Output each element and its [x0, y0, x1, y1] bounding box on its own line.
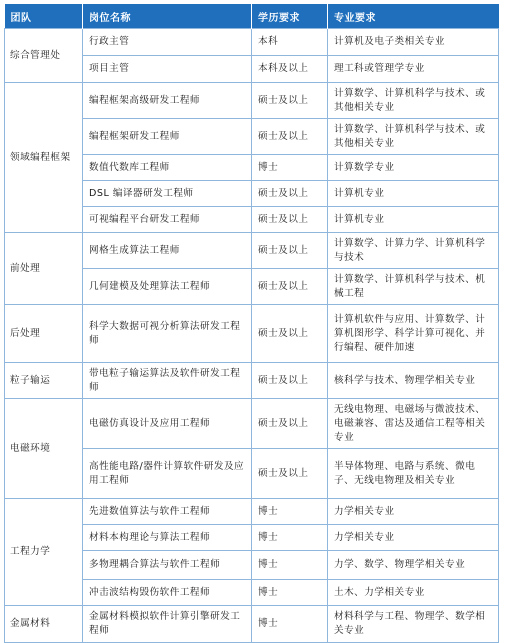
major-cell: 理工科或管理学专业	[328, 56, 499, 83]
degree-cell: 硕士及以上	[252, 305, 328, 363]
header-position: 岗位名称	[83, 4, 252, 29]
degree-cell: 博士	[252, 155, 328, 181]
position-cell: 电磁仿真设计及应用工程师	[83, 399, 252, 449]
header-team: 团队	[5, 4, 83, 29]
position-cell: 网格生成算法工程师	[83, 233, 252, 269]
major-cell: 计算数学、计算机科学与技术、或其他相关专业	[328, 119, 499, 155]
position-cell: 金属材料模拟软件计算引擎研发工程师	[83, 606, 252, 643]
degree-cell: 博士	[252, 580, 328, 606]
position-cell: 先进数值算法与软件工程师	[83, 499, 252, 525]
degree-cell: 硕士及以上	[252, 269, 328, 305]
degree-cell: 本科及以上	[252, 56, 328, 83]
degree-cell: 博士	[252, 606, 328, 643]
table-row	[5, 83, 499, 119]
major-cell: 力学相关专业	[328, 525, 499, 551]
degree-cell: 硕士及以上	[252, 207, 328, 233]
degree-cell: 博士	[252, 551, 328, 580]
degree-cell: 硕士及以上	[252, 233, 328, 269]
team-cell: 前处理	[5, 233, 83, 305]
degree-cell: 本科	[252, 29, 328, 56]
major-cell: 土木、力学相关专业	[328, 580, 499, 606]
degree-cell: 硕士及以上	[252, 363, 328, 399]
team-cell: 工程力学	[5, 499, 83, 606]
team-cell: 综合管理处	[5, 29, 83, 83]
major-cell: 计算机专业	[328, 181, 499, 207]
table-row	[5, 363, 499, 399]
table-row	[5, 305, 499, 363]
table-row	[5, 499, 499, 525]
table-row	[5, 606, 499, 643]
degree-cell: 博士	[252, 499, 328, 525]
major-cell: 力学相关专业	[328, 499, 499, 525]
recruitment-table	[4, 4, 499, 643]
major-cell: 计算机软件与应用、计算数学、计算机图形学、科学计算可视化、并行编程、硬件加速	[328, 305, 499, 363]
major-cell: 计算数学、计算力学、计算机科学与技术	[328, 233, 499, 269]
table-body	[5, 29, 499, 643]
position-cell: 材料本构理论与算法工程师	[83, 525, 252, 551]
position-cell: 编程框架高级研发工程师	[83, 83, 252, 119]
position-cell: 多物理耦合算法与软件工程师	[83, 551, 252, 580]
header-degree: 学历要求	[252, 4, 328, 29]
major-cell: 半导体物理、电路与系统、微电子、无线电物理及相关专业	[328, 449, 499, 499]
table-row	[5, 29, 499, 56]
position-cell: 带电粒子输运算法及软件研发工程师	[83, 363, 252, 399]
team-cell: 金属材料	[5, 606, 83, 643]
team-cell: 领域编程框架	[5, 83, 83, 233]
position-cell: DSL 编译器研发工程师	[83, 181, 252, 207]
position-cell: 科学大数据可视分析算法研发工程师	[83, 305, 252, 363]
degree-cell: 硕士及以上	[252, 83, 328, 119]
major-cell: 计算数学专业	[328, 155, 499, 181]
degree-cell: 硕士及以上	[252, 119, 328, 155]
header-major: 专业要求	[328, 4, 499, 29]
position-cell: 可视编程平台研发工程师	[83, 207, 252, 233]
position-cell: 编程框架研发工程师	[83, 119, 252, 155]
table-row	[5, 233, 499, 269]
position-cell: 项目主管	[83, 56, 252, 83]
major-cell: 核科学与技术、物理学相关专业	[328, 363, 499, 399]
major-cell: 力学、数学、物理学相关专业	[328, 551, 499, 580]
table-row	[5, 399, 499, 449]
major-cell: 计算机及电子类相关专业	[328, 29, 499, 56]
team-cell: 后处理	[5, 305, 83, 363]
major-cell: 计算机专业	[328, 207, 499, 233]
position-cell: 高性能电路/器件计算软件研发及应用工程师	[83, 449, 252, 499]
position-cell: 行政主管	[83, 29, 252, 56]
degree-cell: 硕士及以上	[252, 181, 328, 207]
degree-cell: 硕士及以上	[252, 449, 328, 499]
major-cell: 计算数学、计算机科学与技术、机械工程	[328, 269, 499, 305]
major-cell: 计算数学、计算机科学与技术、或其他相关专业	[328, 83, 499, 119]
degree-cell: 博士	[252, 525, 328, 551]
degree-cell: 硕士及以上	[252, 399, 328, 449]
position-cell: 数值代数库工程师	[83, 155, 252, 181]
recruitment-table-container	[4, 4, 498, 636]
position-cell: 几何建模及处理算法工程师	[83, 269, 252, 305]
team-cell: 电磁环境	[5, 399, 83, 499]
table-header-row	[5, 4, 499, 29]
position-cell: 冲击波结构毁伤软件工程师	[83, 580, 252, 606]
team-cell: 粒子输运	[5, 363, 83, 399]
major-cell: 材料科学与工程、物理学、数学相关专业	[328, 606, 499, 643]
major-cell: 无线电物理、电磁场与微波技术、电磁兼容、雷达及通信工程等相关专业	[328, 399, 499, 449]
